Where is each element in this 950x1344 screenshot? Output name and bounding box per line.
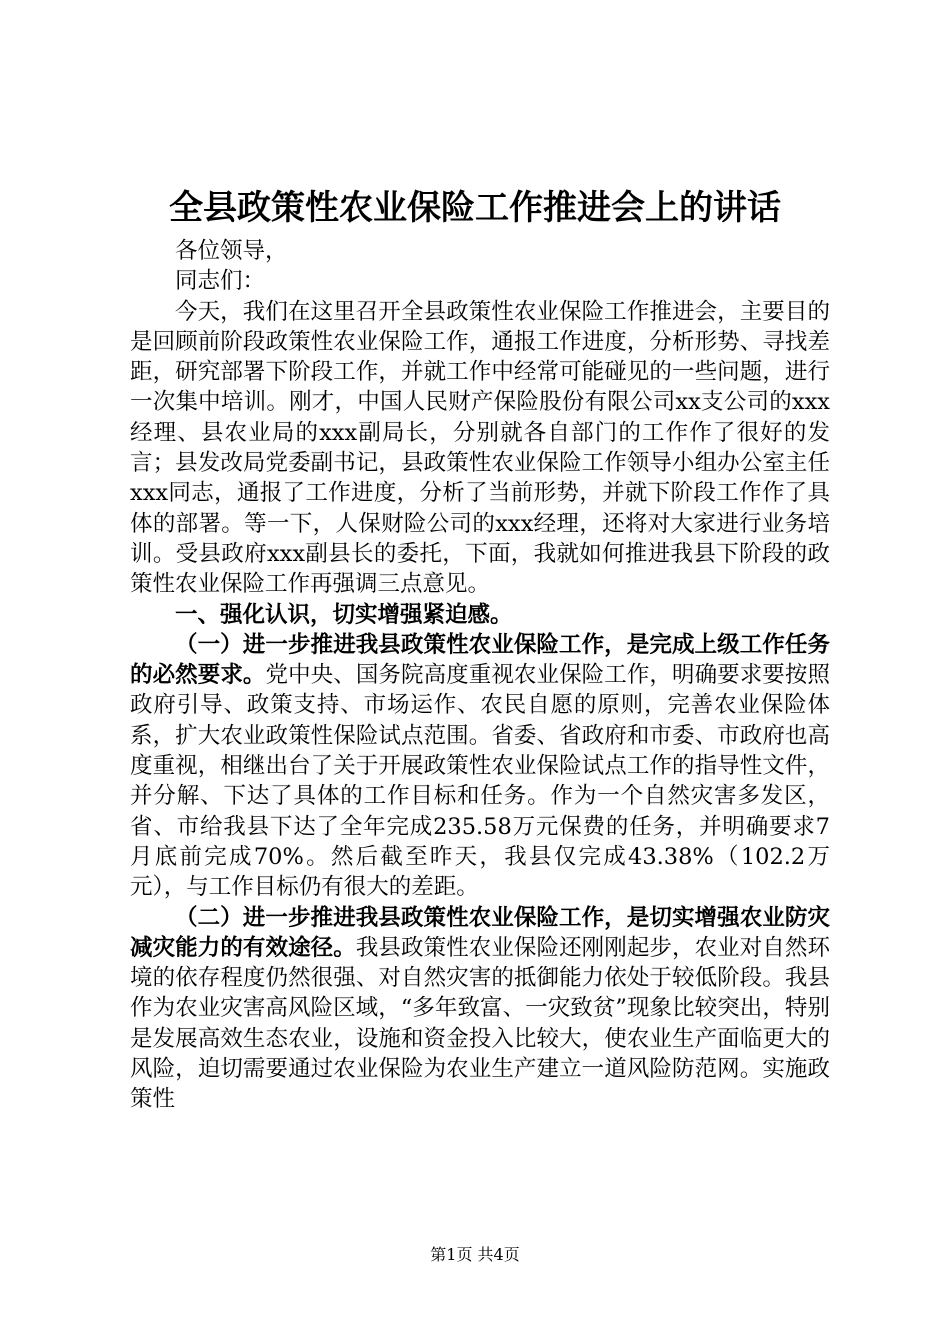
page-footer: 第1页 共4页	[430, 1245, 520, 1264]
subsection-body-2: 我县政策性农业保险还刚刚起步，农业对自然环境的依存程度仍然很强、对自然灾害的抵御能力依处于较低阶段。我县作为农业灾害高风险区域，“多年致富、一灾致贫”现象比较突出，特别是发展高效生态农业，设施和资金投入比较大，使农业生产面临更大的风险，迫切需要通过农业保险为农业生产建立一道风险防范网。实施政策性	[130, 934, 830, 1113]
paragraph-sub1	[130, 630, 830, 903]
paragraph-intro: 今天，我们在这里召开全县政策性农业保险工作推进会，主要目的是回顾前阶段政策性农业保险工作，通报工作进度，分析形势、寻找差距，研究部署下阶段工作，并就工作中经常可能碰见的一些问题，进行一次集中培训。刚才，中国人民财产保险股份有限公司xx支公司的xxx经理、县农业局的xxx副局长，分别就各自部门的工作作了很好的发言；县发改局党委副书记，县政策性农业保险工作领导小组办公室主任xxx同志，通报了工作进度，分析了当前形势，并就下阶段工作作了具体的部署。等一下，人保财险公司的xxx经理，还将对大家进行业务培训。受县政府xxx副县长的委托，下面，我就如何推进我县下阶段的政策性农业保险工作再强调三点意见。	[130, 298, 830, 598]
document-title: 全县政策性农业保险工作推进会上的讲话	[169, 188, 781, 228]
document-body	[130, 236, 830, 1115]
section-heading-1: 一、强化认识，切实增强紧迫感。	[175, 601, 513, 628]
paragraph-sub2	[130, 903, 830, 1115]
subsection-body-1: 党中央、国务院高度重视农业保险工作，明确要求要按照政府引导、政策支持、市场运作、农民自愿的原则，完善农业保险体系，扩大农业政策性保险试点范围。省委、省政府和市委、市政府也高度重视，相继出台了关于开展政策性农业保险试点工作的指导性文件，并分解、下达了具体的工作目标和任务。作为一个自然灾害多发区，省、市给我县下达了全年完成235.58万元保费的任务，并明确要求7月底前完成70%。然后截至昨天，我县仅完成43.38%（102.2万元），与工作目标仍有很大的差距。	[130, 662, 830, 901]
subsection-heading-2: （二）进一步推进我县政策性农业保险工作，是切实增强农业防灾减灾能力的有效途径。	[130, 904, 830, 961]
greeting-comrades: 同志们：	[175, 268, 266, 295]
greeting-leaders: 各位领导，	[175, 238, 288, 264]
subsection-heading-1: （一）进一步推进我县政策性农业保险工作，是完成上级工作任务的必然要求。	[130, 631, 830, 689]
